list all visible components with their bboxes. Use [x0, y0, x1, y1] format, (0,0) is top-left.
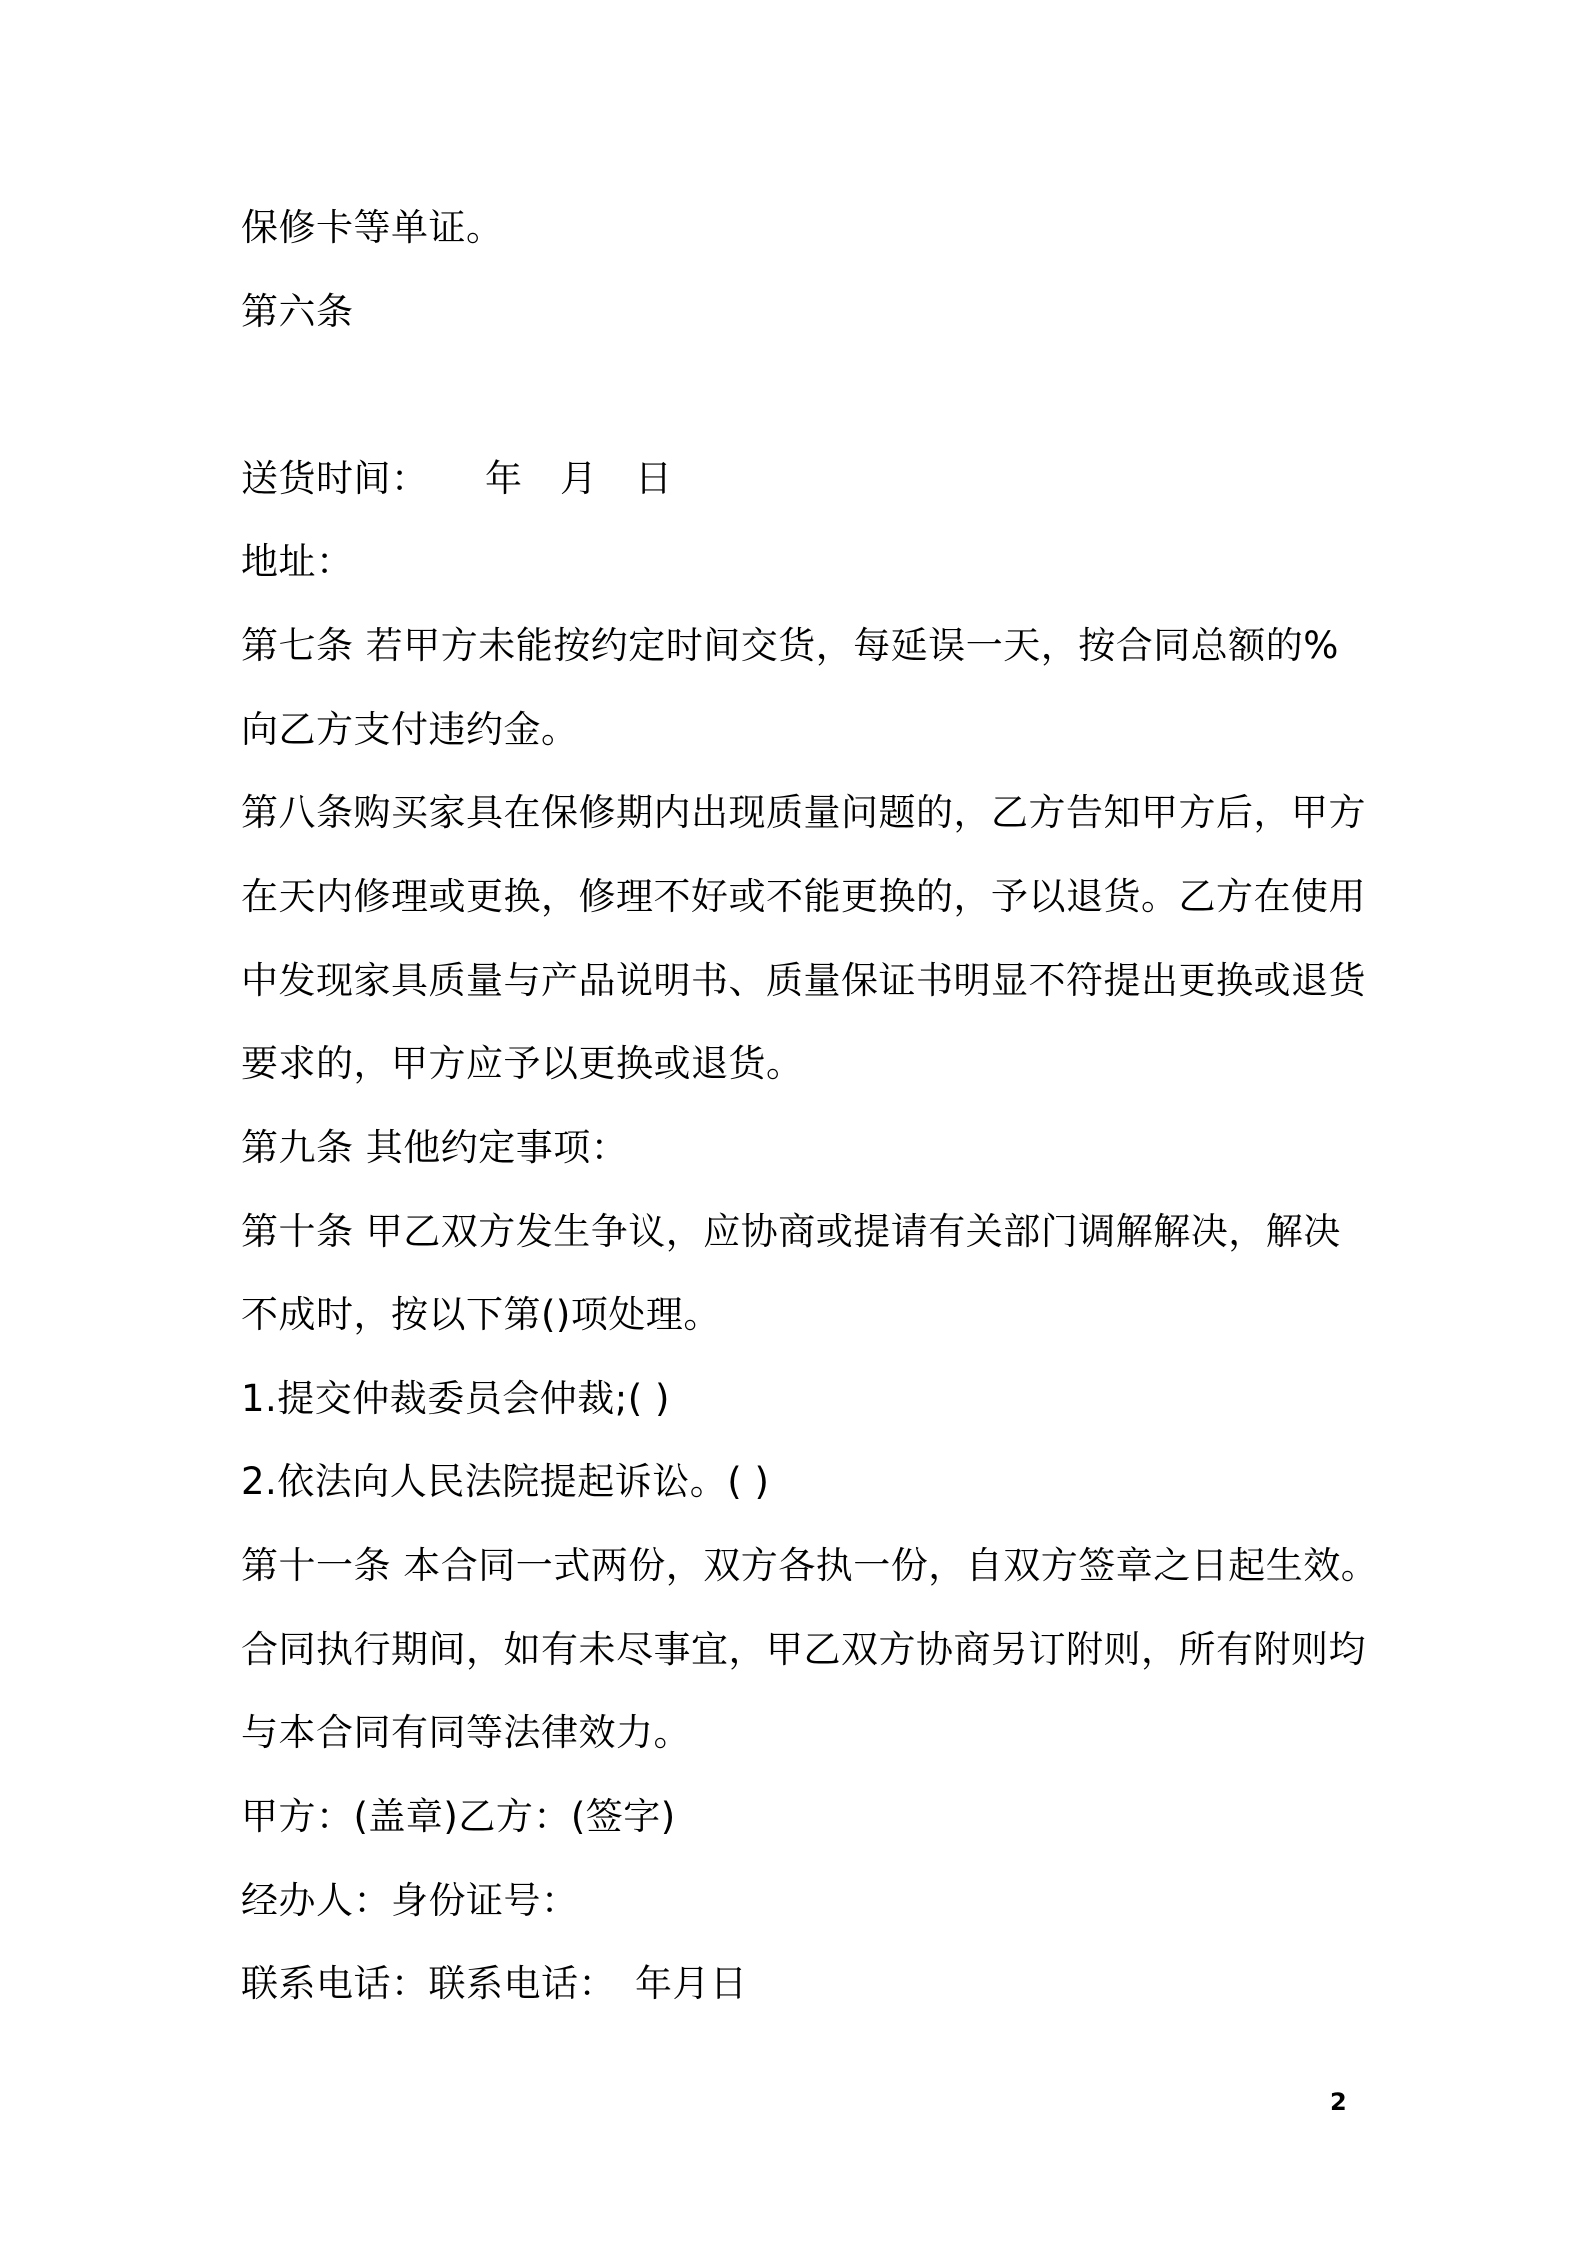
text-line: 在天内修理或更换，修理不好或不能更换的，予以退货。乙方在使用 — [241, 875, 1366, 918]
text-line: 合同执行期间，如有未尽事宜，甲乙双方协商另订附则，所有附则均 — [241, 1628, 1366, 1671]
address-line: 地址： — [241, 540, 354, 583]
handler-id-line: 经办人：身份证号： — [241, 1879, 579, 1922]
article-6-heading: 第六条 — [241, 290, 354, 333]
delivery-time-line: 送货时间： 年 月 日 — [241, 457, 673, 500]
text-line: 第八条购买家具在保修期内出现质量问题的，乙方告知甲方后，甲方 — [241, 791, 1366, 834]
text-line: 第九条 其他约定事项： — [241, 1126, 629, 1169]
text-line: 不成时，按以下第()项处理。 — [241, 1293, 721, 1336]
text-line: 第十一条 本合同一式两份，双方各执一份，自双方签章之日起生效。 — [241, 1544, 1379, 1587]
text-line: 要求的，甲方应予以更换或退货。 — [241, 1042, 804, 1085]
signature-parties-line: 甲方：(盖章)乙方：(签字) — [241, 1795, 676, 1838]
text-line: 2.依法向人民法院提起诉讼。( ) — [241, 1460, 770, 1503]
text-line: 第七条 若甲方未能按约定时间交货，每延误一天，按合同总额的% — [241, 624, 1339, 667]
page-number: 2 — [1330, 2088, 1347, 2116]
text-line: 1.提交仲裁委员会仲裁;( ) — [241, 1377, 670, 1420]
text-line: 第十条 甲乙双方发生争议，应协商或提请有关部门调解解决，解决 — [241, 1210, 1341, 1253]
text-line: 保修卡等单证。 — [241, 206, 504, 249]
text-line: 与本合同有同等法律效力。 — [241, 1711, 691, 1754]
text-line: 中发现家具质量与产品说明书、质量保证书明显不符提出更换或退货 — [241, 959, 1366, 1002]
contact-date-line: 联系电话：联系电话： 年月日 — [241, 1962, 748, 2005]
text-line: 向乙方支付违约金。 — [241, 708, 579, 751]
